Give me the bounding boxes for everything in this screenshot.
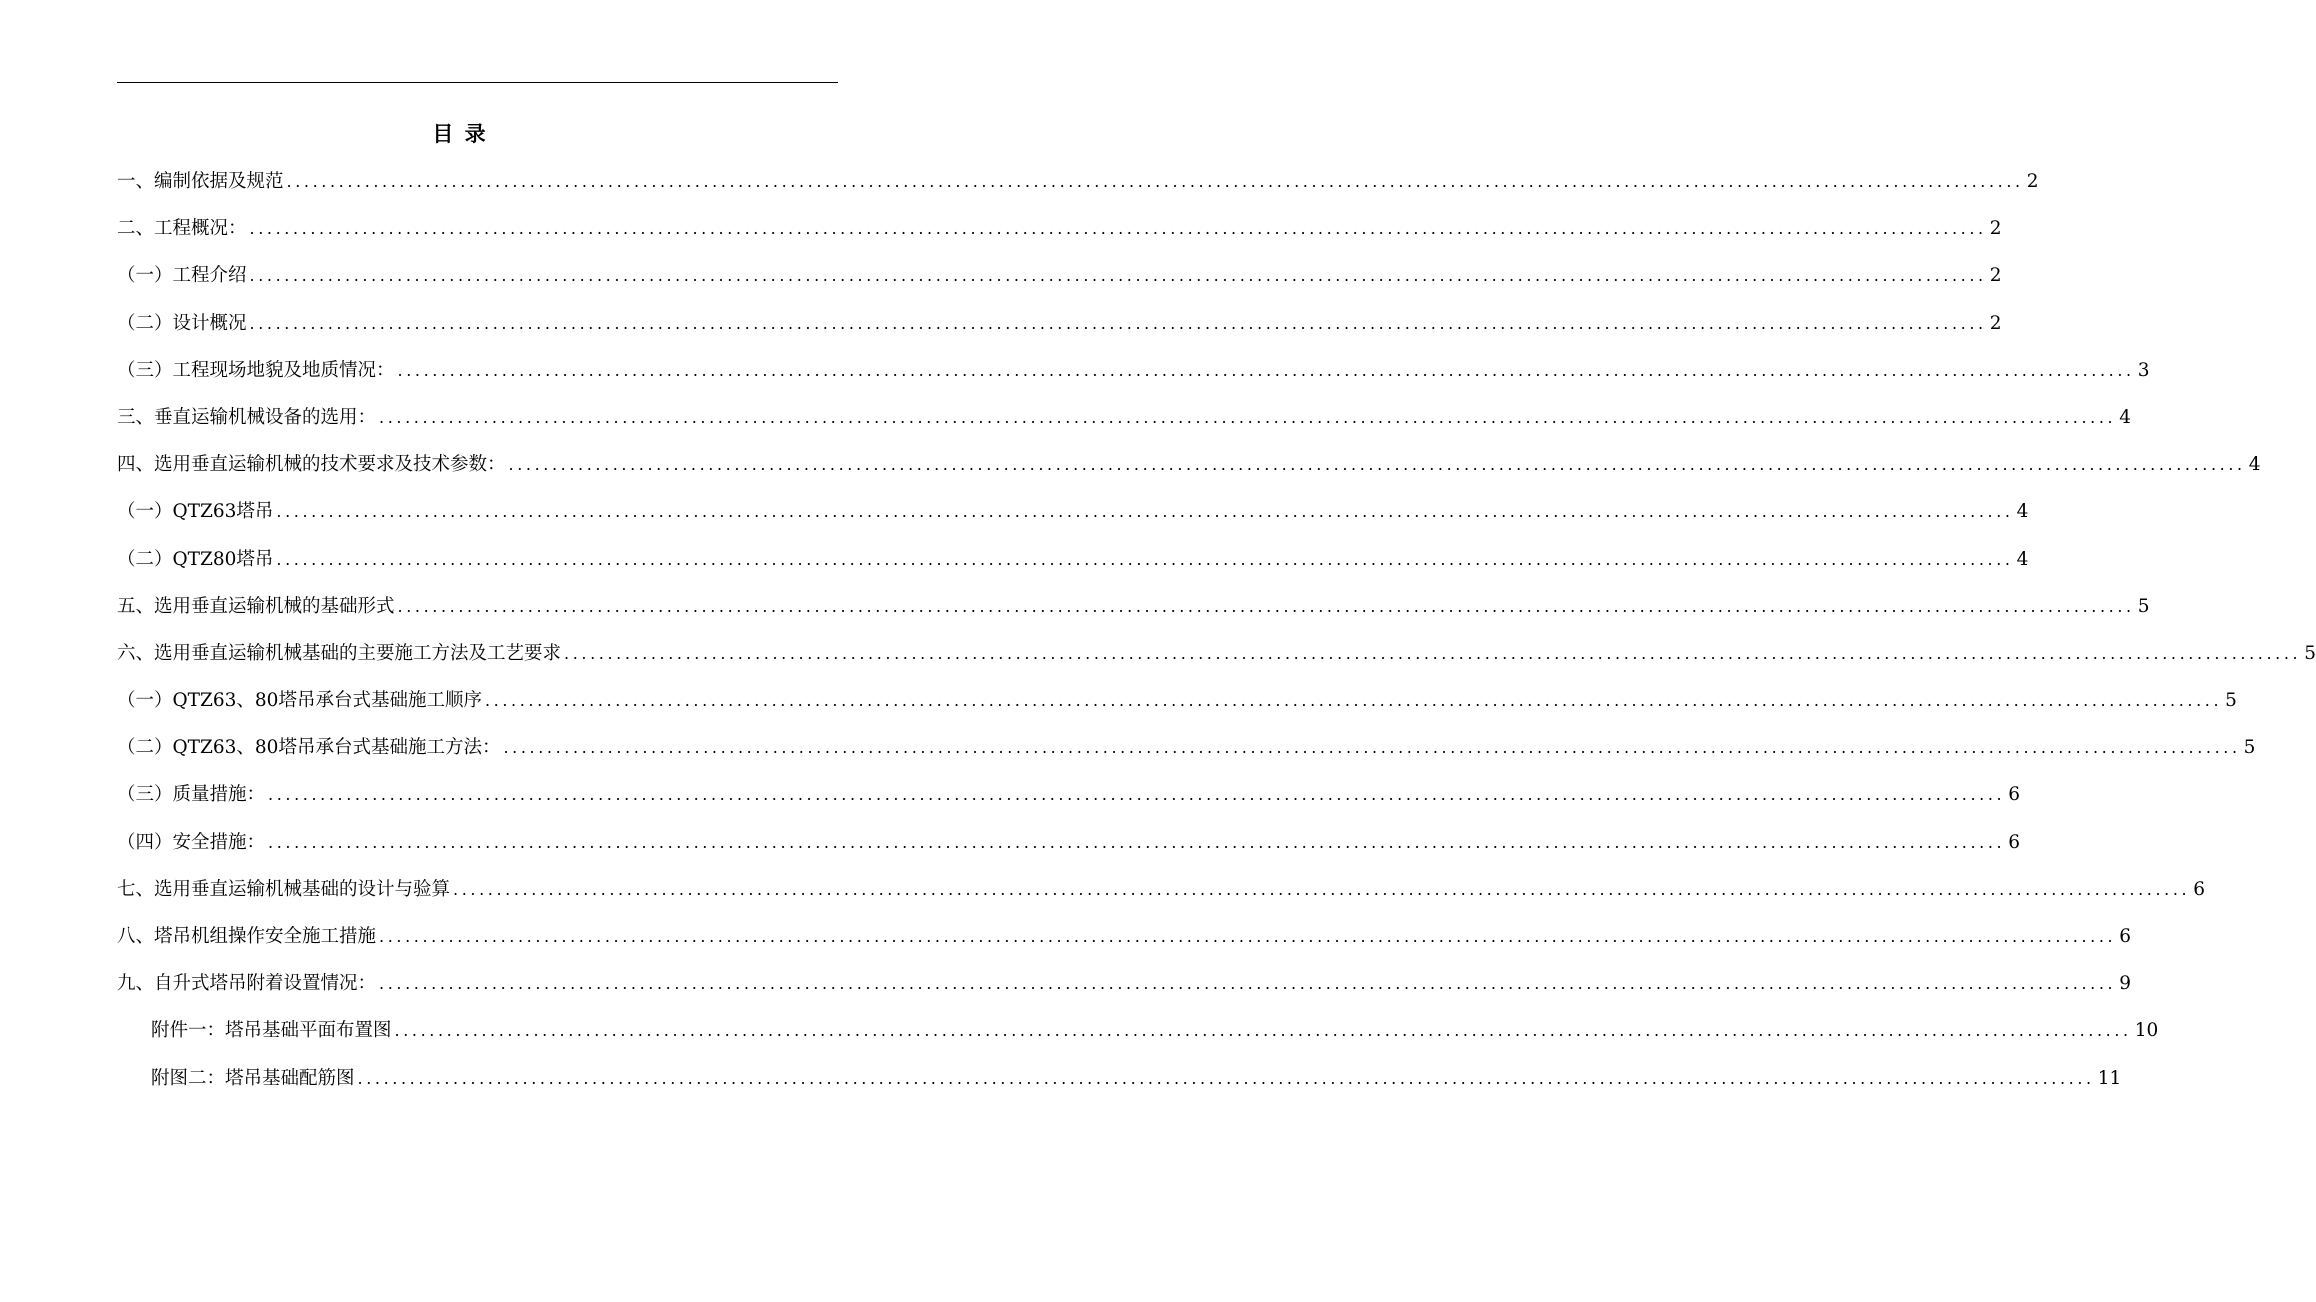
- dot-leader: ........................................................................................................................................................................................................: [249, 219, 1987, 239]
- toc-entry-title: （三）质量措施：: [117, 784, 266, 806]
- toc-entry-page-number: 4: [2016, 501, 2029, 523]
- toc-entry-page-number: 2: [1989, 218, 2002, 240]
- toc-entry-page-number: 3: [2137, 359, 2150, 381]
- toc-entry-page-number: 6: [2008, 784, 2020, 806]
- toc-entry-title: （二）设计概况: [117, 312, 247, 334]
- toc-entry-page-number: 2: [2026, 171, 2039, 192]
- dot-leader: ........................................................................................................................................................................................................: [564, 643, 2302, 663]
- toc-entry-title: 八、塔吊机组操作安全施工措施: [117, 926, 377, 947]
- toc-entry-title: 四、选用垂直运输机械的技术要求及技术参数：: [117, 454, 506, 476]
- dot-leader: ........................................................................................................................................................................................................: [453, 879, 2191, 899]
- toc-entry[interactable]: [117, 205, 2002, 252]
- dot-leader: ........................................................................................................................................................................................................: [276, 502, 2014, 522]
- header-rule: [117, 82, 838, 83]
- dot-leader: ........................................................................................................................................................................................................: [357, 1068, 2095, 1088]
- toc-entry[interactable]: [117, 394, 2131, 441]
- toc-entry-title: （二）QTZ63、80塔吊承台式基础施工方法：: [117, 737, 501, 759]
- toc-entry[interactable]: [117, 1007, 2159, 1054]
- toc-entry-page-number: 5: [2137, 595, 2150, 617]
- toc-entry-title: 附件一：塔吊基础平面布置图: [151, 1020, 392, 1042]
- toc-entry[interactable]: [117, 347, 2150, 394]
- toc-entry[interactable]: [117, 960, 2131, 1007]
- toc-entry[interactable]: [117, 300, 2002, 347]
- toc-entry-page-number: 11: [2097, 1067, 2122, 1089]
- toc-entry-title: 附图二：塔吊基础配筋图: [151, 1067, 355, 1089]
- toc-entry[interactable]: [117, 866, 2205, 913]
- toc-entry-page-number: 4: [2119, 406, 2131, 428]
- dot-leader: ........................................................................................................................................................................................................: [484, 691, 2223, 711]
- toc-entry[interactable]: [117, 1055, 2122, 1102]
- dot-leader: ........................................................................................................................................................................................................: [268, 785, 2006, 805]
- toc-entry-page-number: 10: [2134, 1020, 2159, 1042]
- dot-leader: ........................................................................................................................................................................................................: [394, 1021, 2132, 1041]
- toc-entry[interactable]: [117, 913, 2131, 960]
- dot-leader: ........................................................................................................................................................................................................: [249, 313, 1987, 333]
- toc-entry[interactable]: [117, 536, 2029, 583]
- dot-leader: ........................................................................................................................................................................................................: [379, 407, 2117, 427]
- toc-entry-page-number: 4: [2248, 454, 2261, 476]
- dot-leader: ........................................................................................................................................................................................................: [276, 549, 2014, 569]
- dot-leader: ........................................................................................................................................................................................................: [508, 455, 2246, 475]
- toc-entry-page-number: 5: [2304, 642, 2316, 664]
- dot-leader: ........................................................................................................................................................................................................: [397, 360, 2135, 380]
- toc-entry-page-number: 9: [2119, 973, 2131, 995]
- toc-entry[interactable]: [117, 252, 2002, 299]
- dot-leader: ........................................................................................................................................................................................................: [268, 832, 2006, 852]
- toc-entry-page-number: 6: [2008, 831, 2020, 853]
- toc-title: 目 录: [432, 121, 488, 146]
- dot-leader: ........................................................................................................................................................................................................: [249, 266, 1987, 286]
- dot-leader: ........................................................................................................................................................................................................: [379, 974, 2117, 994]
- toc-entry[interactable]: [117, 630, 2316, 677]
- toc-entry[interactable]: [117, 488, 2029, 535]
- toc-list: [117, 158, 2316, 1102]
- toc-entry-title: （一）工程介绍: [117, 265, 247, 287]
- toc-entry[interactable]: [117, 158, 2039, 205]
- toc-entry-page-number: 4: [2016, 548, 2029, 570]
- toc-entry-title: （二）QTZ80塔吊: [117, 548, 274, 570]
- toc-entry[interactable]: [117, 771, 2020, 818]
- toc-entry-title: 二、工程概况：: [117, 218, 247, 240]
- dot-leader: ........................................................................................................................................................................................................: [379, 927, 2117, 946]
- toc-entry-page-number: 2: [1989, 312, 2002, 334]
- toc-entry[interactable]: [117, 677, 2237, 724]
- toc-entry-title: （三）工程现场地貌及地质情况：: [117, 359, 395, 381]
- toc-entry-page-number: 5: [2243, 737, 2256, 759]
- dot-leader: ........................................................................................................................................................................................................: [397, 596, 2135, 616]
- toc-entry-page-number: 5: [2225, 690, 2237, 712]
- toc-entry[interactable]: [117, 724, 2256, 771]
- dot-leader: ........................................................................................................................................................................................................: [286, 172, 2024, 191]
- toc-entry[interactable]: [117, 441, 2261, 488]
- toc-entry-title: 五、选用垂直运输机械的基础形式: [117, 595, 395, 617]
- toc-entry-title: 九、自升式塔吊附着设置情况：: [117, 973, 377, 995]
- toc-entry-title: （一）QTZ63、80塔吊承台式基础施工顺序: [117, 690, 482, 712]
- toc-entry[interactable]: [117, 583, 2150, 630]
- toc-entry-title: （四）安全措施：: [117, 831, 266, 853]
- toc-entry-page-number: 6: [2119, 926, 2131, 947]
- toc-entry-title: （一）QTZ63塔吊: [117, 501, 274, 523]
- dot-leader: ........................................................................................................................................................................................................: [503, 738, 2241, 758]
- toc-entry-page-number: 6: [2193, 878, 2205, 900]
- toc-entry-page-number: 2: [1989, 265, 2002, 287]
- toc-entry-title: 七、选用垂直运输机械基础的设计与验算: [117, 878, 451, 900]
- toc-entry-title: 一、编制依据及规范: [117, 171, 284, 192]
- toc-entry-title: 六、选用垂直运输机械基础的主要施工方法及工艺要求: [117, 642, 562, 664]
- toc-entry[interactable]: [117, 819, 2020, 866]
- toc-entry-title: 三、垂直运输机械设备的选用：: [117, 406, 377, 428]
